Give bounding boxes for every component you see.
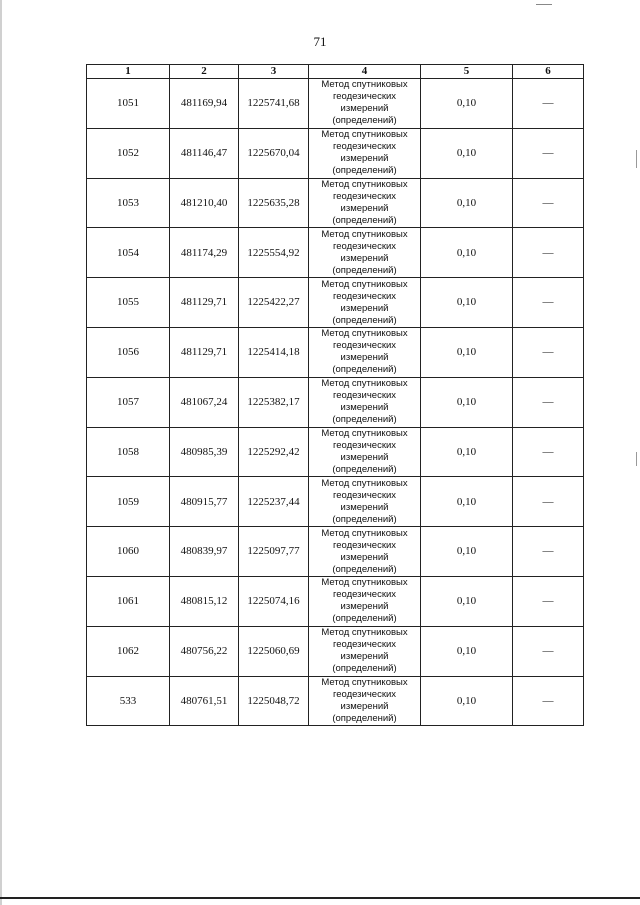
- description-cell: —: [513, 477, 584, 527]
- method-cell: [309, 527, 421, 577]
- method-cell: [309, 377, 421, 427]
- table-header-row: [87, 65, 584, 79]
- point-number-cell: 1062: [87, 626, 170, 676]
- method-line: геодезических: [332, 589, 397, 601]
- coordinate-y-cell: 1225554,92: [239, 228, 309, 278]
- accuracy-cell: 0,10: [421, 228, 513, 278]
- table-row: [87, 576, 584, 626]
- accuracy-cell: 0,10: [421, 327, 513, 377]
- method-line: геодезических: [332, 91, 397, 103]
- table-row: [87, 228, 584, 278]
- table-row: [87, 128, 584, 178]
- page-number: 71: [313, 34, 327, 49]
- coordinate-x-cell: 481067,24: [170, 377, 239, 427]
- table-row: [87, 377, 584, 427]
- method-line: (определений): [332, 115, 397, 127]
- method-line: (определений): [332, 712, 397, 724]
- coordinate-x-cell: 480761,51: [170, 676, 239, 726]
- table-body: [87, 79, 584, 726]
- coordinates-table-wrapper: [86, 64, 583, 726]
- method-cell: [309, 427, 421, 477]
- method-cell: [309, 128, 421, 178]
- coordinate-x-cell: 481129,71: [170, 327, 239, 377]
- coordinate-x-cell: 481129,71: [170, 278, 239, 328]
- coordinate-y-cell: 1225670,04: [239, 128, 309, 178]
- method-cell: [309, 278, 421, 328]
- margin-tick: [636, 452, 637, 466]
- method-line: (определений): [332, 314, 397, 326]
- column-header-2: 2: [170, 65, 239, 79]
- method-line: геодезических: [332, 489, 397, 501]
- coordinate-x-cell: 481169,94: [170, 79, 239, 129]
- coordinate-y-cell: 1225097,77: [239, 527, 309, 577]
- method-line: измерений: [340, 103, 389, 115]
- coordinate-x-cell: 480915,77: [170, 477, 239, 527]
- method-line: измерений: [340, 402, 389, 414]
- table-row: [87, 477, 584, 527]
- coordinate-x-cell: 480756,22: [170, 626, 239, 676]
- description-cell: —: [513, 427, 584, 477]
- method-line: (определений): [332, 214, 397, 226]
- method-line: Метод спутниковых: [321, 427, 408, 439]
- method-line: (определений): [332, 264, 397, 276]
- description-cell: —: [513, 527, 584, 577]
- method-line: Метод спутниковых: [321, 627, 408, 639]
- method-cell: [309, 477, 421, 527]
- accuracy-cell: 0,10: [421, 676, 513, 726]
- method-line: Метод спутниковых: [321, 676, 408, 688]
- coordinate-y-cell: 1225635,28: [239, 178, 309, 228]
- column-header-3: 3: [239, 65, 309, 79]
- scan-left-edge: [0, 0, 2, 905]
- description-cell: —: [513, 228, 584, 278]
- method-line: геодезических: [332, 639, 397, 651]
- accuracy-cell: 0,10: [421, 427, 513, 477]
- column-header-5: 5: [421, 65, 513, 79]
- coordinate-y-cell: 1225060,69: [239, 626, 309, 676]
- method-line: измерений: [340, 551, 389, 563]
- method-line: геодезических: [332, 688, 397, 700]
- method-line: Метод спутниковых: [321, 278, 408, 290]
- method-line: измерений: [340, 451, 389, 463]
- method-cell: [309, 626, 421, 676]
- coordinate-y-cell: 1225048,72: [239, 676, 309, 726]
- point-number-cell: 1051: [87, 79, 170, 129]
- coordinate-x-cell: 481210,40: [170, 178, 239, 228]
- description-cell: —: [513, 327, 584, 377]
- method-cell: [309, 178, 421, 228]
- point-number-cell: 1061: [87, 576, 170, 626]
- accuracy-cell: 0,10: [421, 128, 513, 178]
- page-bottom-rule: [0, 897, 640, 899]
- accuracy-cell: 0,10: [421, 377, 513, 427]
- method-line: Метод спутниковых: [321, 527, 408, 539]
- method-line: геодезических: [332, 141, 397, 153]
- accuracy-cell: 0,10: [421, 79, 513, 129]
- description-cell: —: [513, 626, 584, 676]
- method-line: (определений): [332, 414, 397, 426]
- accuracy-cell: 0,10: [421, 178, 513, 228]
- table-row: [87, 79, 584, 129]
- table-row: [87, 178, 584, 228]
- method-line: геодезических: [332, 340, 397, 352]
- table-row: [87, 427, 584, 477]
- method-line: геодезических: [332, 290, 397, 302]
- point-number-cell: 1056: [87, 327, 170, 377]
- method-line: (определений): [332, 165, 397, 177]
- method-cell: [309, 576, 421, 626]
- method-line: (определений): [332, 513, 397, 525]
- method-line: геодезических: [332, 190, 397, 202]
- method-line: (определений): [332, 663, 397, 675]
- accuracy-cell: 0,10: [421, 278, 513, 328]
- point-number-cell: 1060: [87, 527, 170, 577]
- method-cell: [309, 228, 421, 278]
- table-row: [87, 278, 584, 328]
- point-number-cell: 1053: [87, 178, 170, 228]
- column-header-1: 1: [87, 65, 170, 79]
- method-line: измерений: [340, 501, 389, 513]
- method-line: измерений: [340, 352, 389, 364]
- method-line: (определений): [332, 613, 397, 625]
- coordinate-y-cell: 1225422,27: [239, 278, 309, 328]
- method-cell: [309, 79, 421, 129]
- coordinate-y-cell: 1225292,42: [239, 427, 309, 477]
- method-line: Метод спутниковых: [321, 178, 408, 190]
- coordinate-x-cell: 480985,39: [170, 427, 239, 477]
- coordinate-y-cell: 1225382,17: [239, 377, 309, 427]
- method-line: геодезических: [332, 240, 397, 252]
- method-line: Метод спутниковых: [321, 228, 408, 240]
- description-cell: —: [513, 676, 584, 726]
- coordinate-y-cell: 1225074,16: [239, 576, 309, 626]
- table-row: [87, 527, 584, 577]
- coordinate-x-cell: 480839,97: [170, 527, 239, 577]
- method-line: измерений: [340, 153, 389, 165]
- column-header-4: 4: [309, 65, 421, 79]
- method-cell: [309, 327, 421, 377]
- method-line: Метод спутниковых: [321, 577, 408, 589]
- description-cell: —: [513, 377, 584, 427]
- method-line: измерений: [340, 601, 389, 613]
- table-row: [87, 327, 584, 377]
- table-row: [87, 626, 584, 676]
- method-line: Метод спутниковых: [321, 378, 408, 390]
- point-number-cell: 1057: [87, 377, 170, 427]
- accuracy-cell: 0,10: [421, 477, 513, 527]
- method-line: геодезических: [332, 539, 397, 551]
- description-cell: —: [513, 128, 584, 178]
- description-cell: —: [513, 278, 584, 328]
- accuracy-cell: 0,10: [421, 626, 513, 676]
- method-line: (определений): [332, 364, 397, 376]
- accuracy-cell: 0,10: [421, 576, 513, 626]
- margin-tick: [636, 150, 637, 168]
- coordinate-x-cell: 481174,29: [170, 228, 239, 278]
- point-number-cell: 1054: [87, 228, 170, 278]
- coordinates-table: [86, 64, 584, 726]
- point-number-cell: 533: [87, 676, 170, 726]
- method-line: измерений: [340, 700, 389, 712]
- method-line: измерений: [340, 302, 389, 314]
- method-line: геодезических: [332, 390, 397, 402]
- method-cell: [309, 676, 421, 726]
- coordinate-y-cell: 1225414,18: [239, 327, 309, 377]
- method-line: измерений: [340, 202, 389, 214]
- method-line: Метод спутниковых: [321, 79, 408, 91]
- description-cell: —: [513, 576, 584, 626]
- point-number-cell: 1052: [87, 128, 170, 178]
- coordinate-y-cell: 1225237,44: [239, 477, 309, 527]
- description-cell: —: [513, 79, 584, 129]
- method-line: Метод спутниковых: [321, 477, 408, 489]
- scan-mark: [536, 4, 552, 5]
- coordinate-x-cell: 480815,12: [170, 576, 239, 626]
- accuracy-cell: 0,10: [421, 527, 513, 577]
- coordinate-y-cell: 1225741,68: [239, 79, 309, 129]
- column-header-6: 6: [513, 65, 584, 79]
- description-cell: —: [513, 178, 584, 228]
- table-row: [87, 676, 584, 726]
- point-number-cell: 1055: [87, 278, 170, 328]
- method-line: измерений: [340, 651, 389, 663]
- method-line: измерений: [340, 252, 389, 264]
- method-line: Метод спутниковых: [321, 129, 408, 141]
- method-line: (определений): [332, 463, 397, 475]
- method-line: Метод спутниковых: [321, 328, 408, 340]
- method-line: геодезических: [332, 439, 397, 451]
- point-number-cell: 1059: [87, 477, 170, 527]
- coordinate-x-cell: 481146,47: [170, 128, 239, 178]
- point-number-cell: 1058: [87, 427, 170, 477]
- method-line: (определений): [332, 563, 397, 575]
